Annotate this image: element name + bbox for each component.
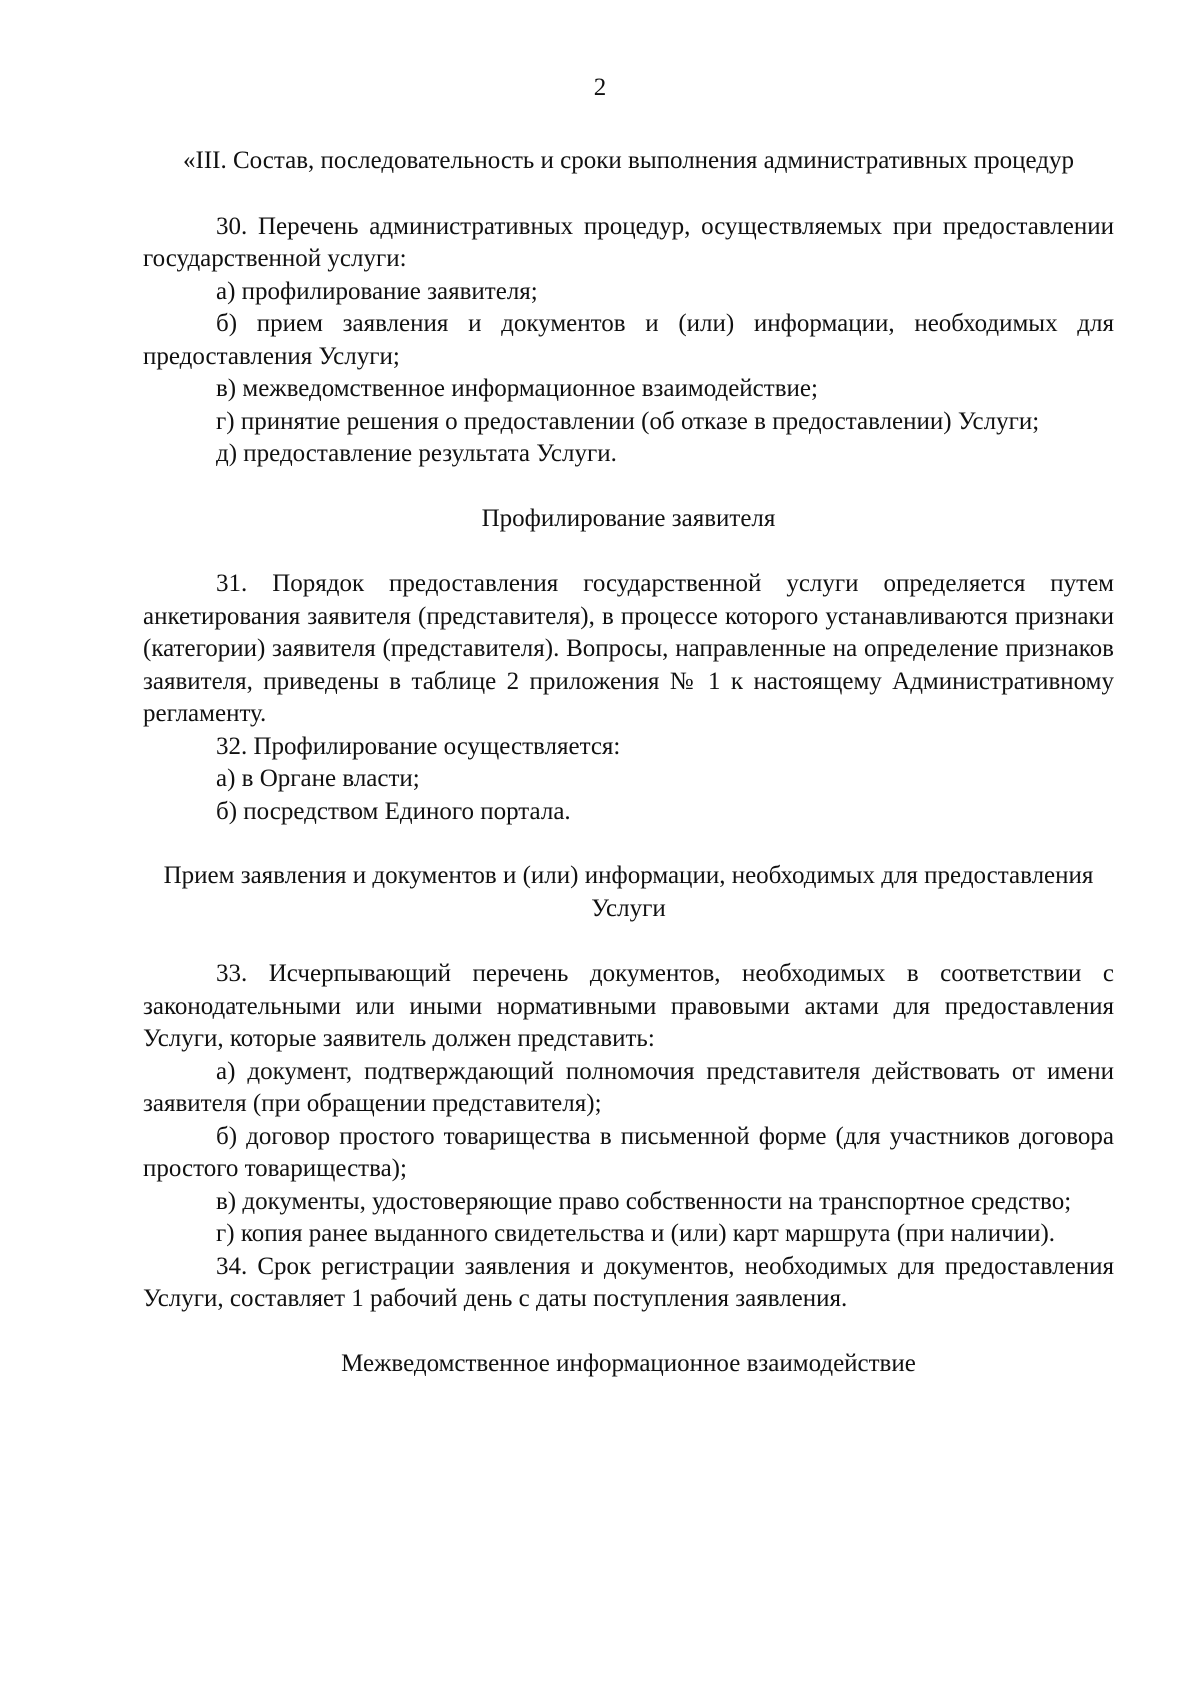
list-item-33b: б) договор простого товарищества в письменной форме (для участников договора простого товарищества); [143,1122,1114,1182]
list-item-30a: а) профилирование заявителя; [216,277,538,305]
paragraph-34: 34. Срок регистрации заявления и документов, необходимых для предоставления Услуги, составляет 1 рабочий день с даты поступления заявления. [143,1252,1114,1312]
document-body [143,145,1114,1380]
list-item-30c: в) межведомственное информационное взаимодействие; [216,375,818,402]
list-item-30e: д) предоставление результата Услуги. [216,440,617,467]
list-item-32a: а) в Органе власти; [216,765,420,792]
list-item-30b: б) прием заявления и документов и (или) информации, необходимых для предоставления Услуги; [143,310,1114,370]
subsection-heading-profiling: Профилирование заявителя [481,504,776,532]
list-item-33c: в) документы, удостоверяющие право собственности на транспортное средство; [216,1187,1072,1215]
paragraph-33: 33. Исчерпывающий перечень документов, необходимых в соответствии с законодательными или иными нормативными правовыми актами для предоставления Услуги, которые заявитель должен представить: [143,960,1114,1052]
subsection-heading-interagency: Межведомственное информационное взаимодействие [341,1349,916,1377]
paragraph-32: 32. Профилирование осуществляется: [216,732,621,760]
paragraph-30: 30. Перечень административных процедур, осуществляемых при предоставлении государственной услуги: [143,212,1114,272]
paragraph-31: 31. Порядок предоставления государственной услуги определяется путем анкетирования заявителя (представителя), в процессе которого устанавливаются признаки (категории) заявителя (представителя). Вопросы, направленные на определение признаков заявителя, приведены в таблице 2 приложения № 1 к настоящему Административному регламенту. [143,570,1114,727]
list-item-30d: г) принятие решения о предоставлении (об отказе в предоставлении) Услуги; [216,407,1040,435]
page-number: 2 [593,74,607,101]
list-item-32b: б) посредством Единого портала. [216,797,571,825]
list-item-33a: а) документ, подтверждающий полномочия представителя действовать от имени заявителя (при обращении представителя); [143,1057,1114,1117]
subsection-heading-reception: Прием заявления и документов и (или) информации, необходимых для предоставления Услуги [163,862,1094,922]
section-heading: «III. Состав, последовательность и сроки выполнения административных процедур [183,147,1074,174]
list-item-33d: г) копия ранее выданного свидетельства и (или) карт маршрута (при наличии). [216,1220,1056,1247]
